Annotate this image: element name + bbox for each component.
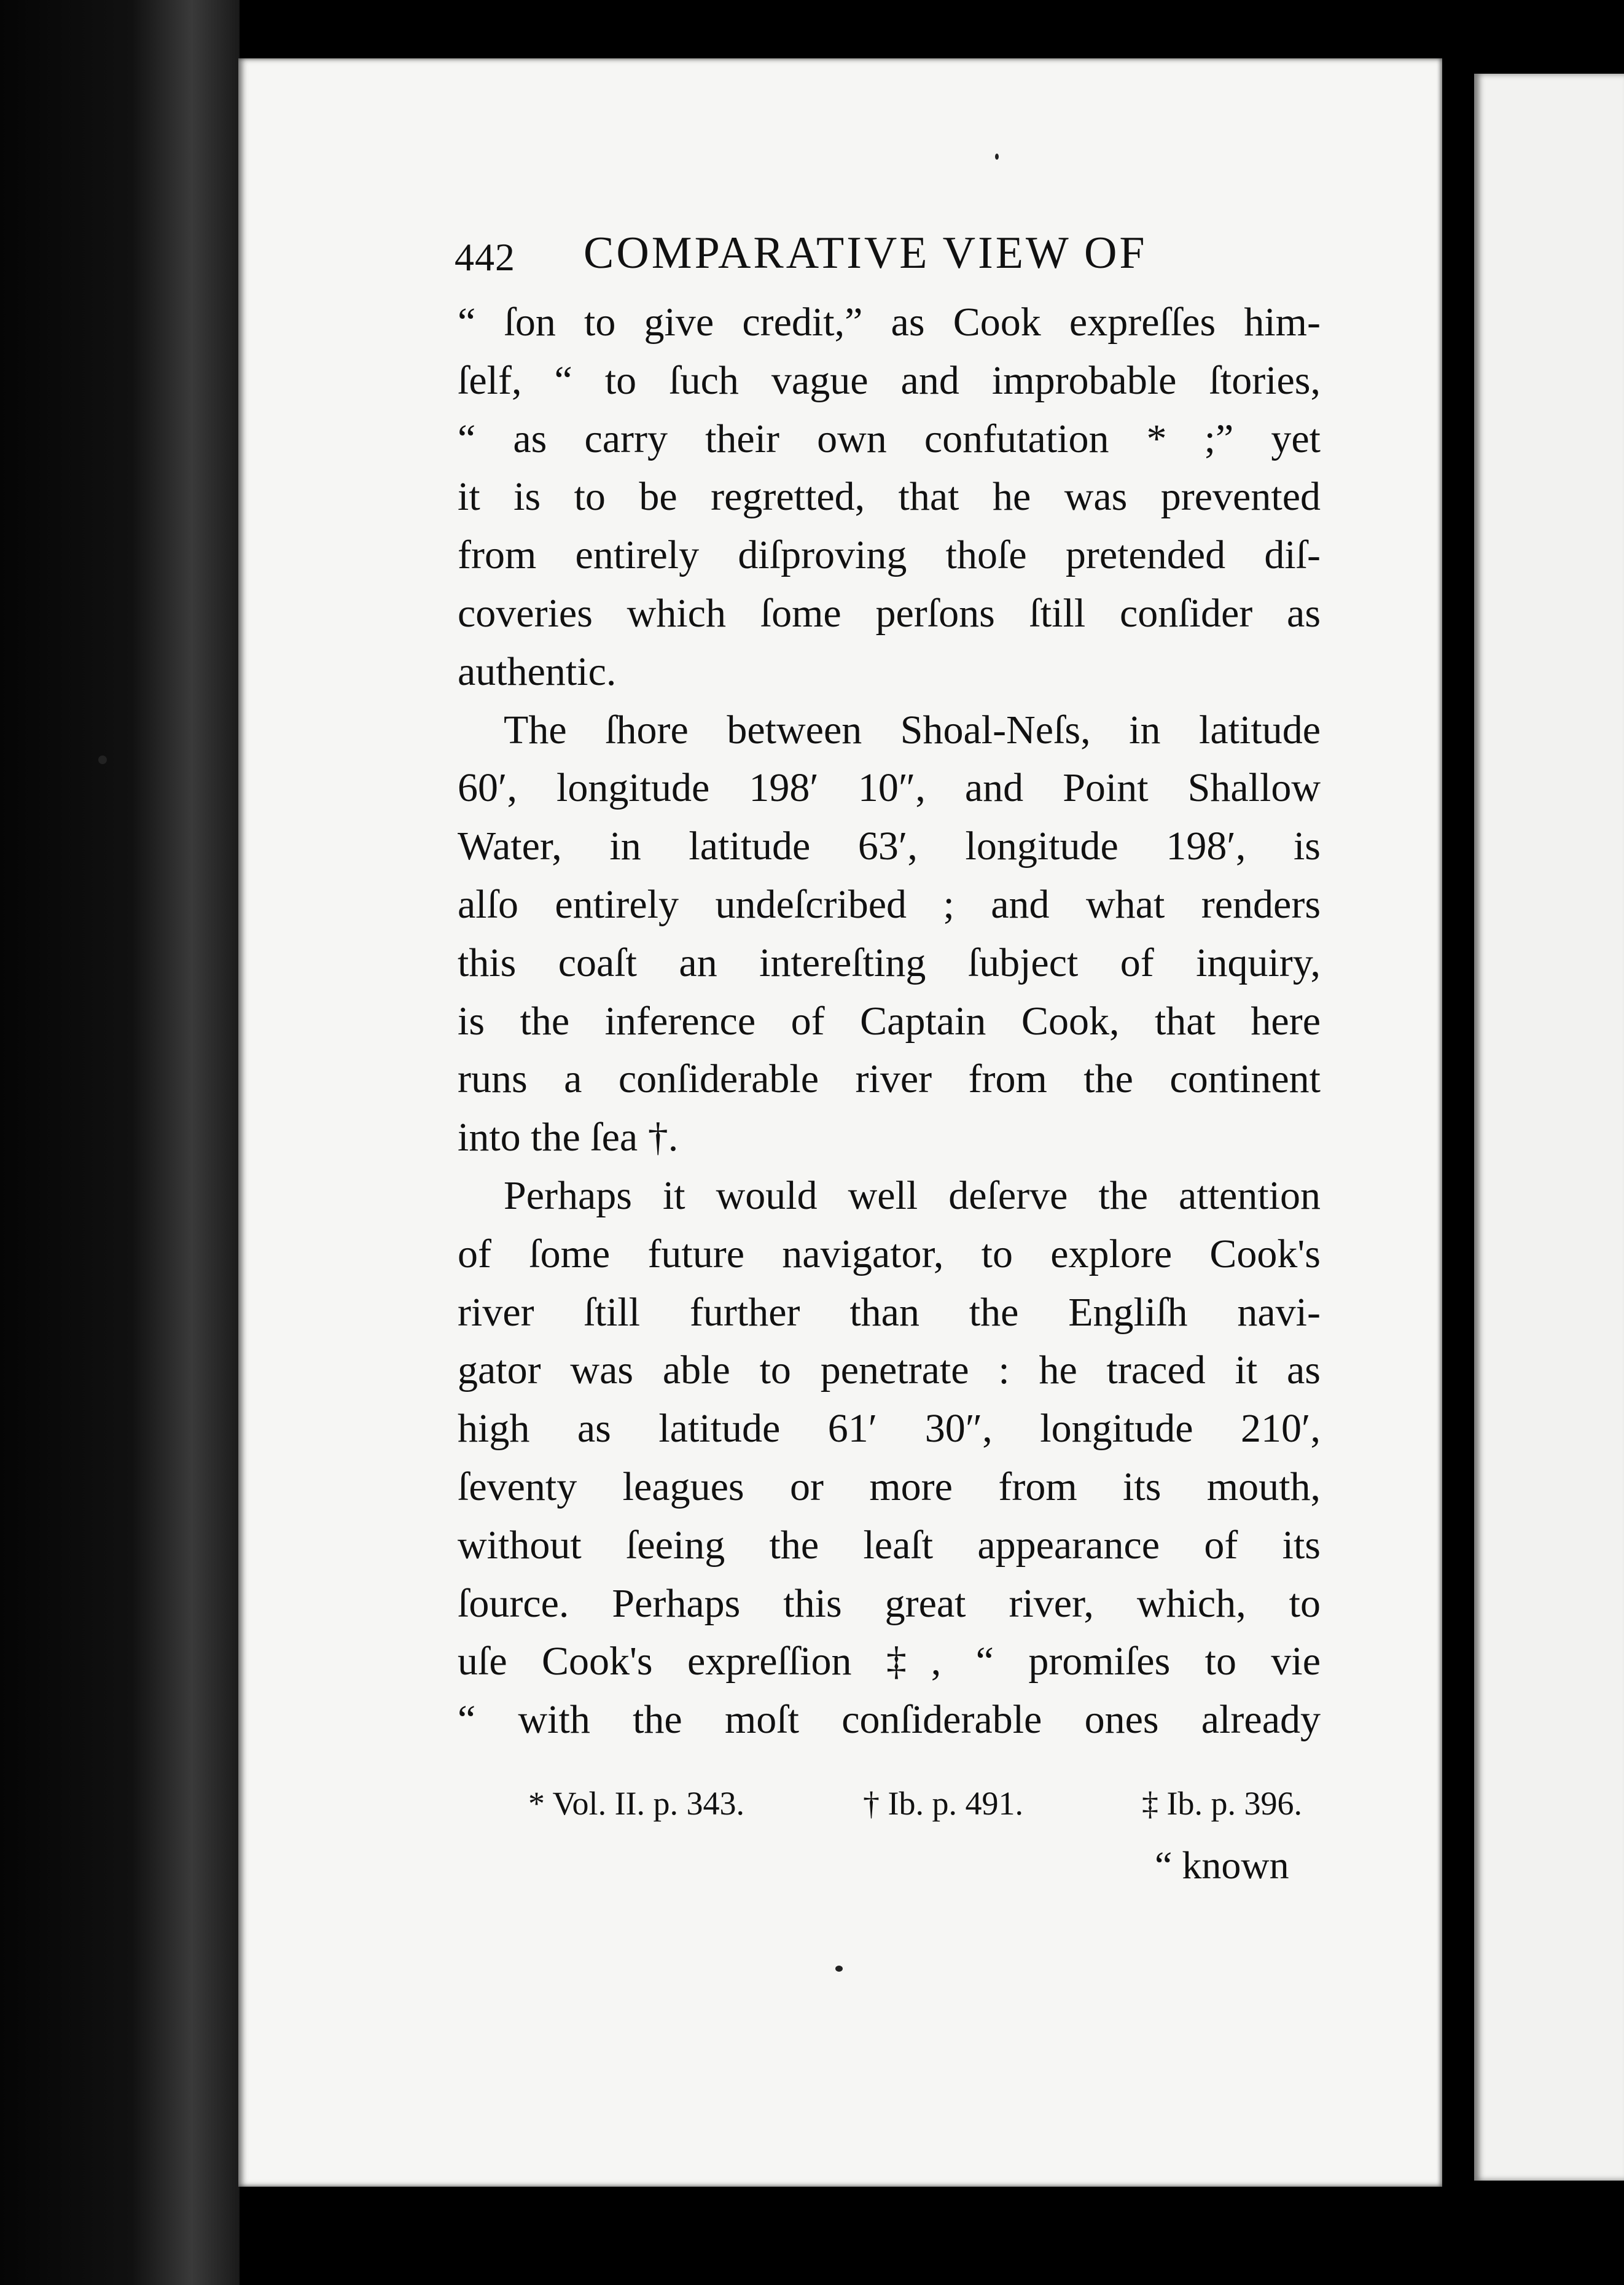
text-line: runs a conſiderable river from the continent [458, 1057, 1321, 1102]
footnotes [528, 1784, 1302, 1822]
text-line: alſo entirely undeſcribed ; and what renders [458, 881, 1321, 927]
text-line: “ as carry their own confutation * ;” yet [458, 416, 1321, 461]
text-line: “ with the moſt conſiderable ones already [458, 1697, 1321, 1743]
text-line: gator was able to penetrate : he traced it as [458, 1348, 1321, 1393]
running-title: COMPARATIVE VIEW OF [584, 228, 1147, 278]
text-line: ſelf, “ to ſuch vague and improbable ſtories, [458, 357, 1321, 403]
text-line: “ ſon to give credit,” as Cook expreſſes him- [458, 300, 1321, 345]
text-line: Perhaps it would well deſerve the attention [504, 1173, 1321, 1218]
text-line: river ſtill further than the Engliſh navi- [458, 1289, 1321, 1335]
text-line: without ſeeing the leaſt appearance of its [458, 1522, 1321, 1568]
footnote: † Ib. p. 491. [863, 1785, 1024, 1822]
text-line: of ſome future navigator, to explore Cook's [458, 1231, 1321, 1276]
footnote: * Vol. II. p. 343. [528, 1785, 745, 1822]
text-line: into the ſea †. [458, 1115, 679, 1160]
page-header [455, 227, 1327, 289]
text-line: The ſhore between Shoal-Neſs, in latitude [504, 707, 1321, 752]
scan-speck [835, 1966, 843, 1972]
facing-page-edge [1474, 74, 1624, 2181]
text-line: high as latitude 61′ 30″, longitude 210′, [458, 1406, 1321, 1451]
text-line: 60′, longitude 198′ 10″, and Point Shallow [458, 765, 1321, 811]
catchword: “ known [1155, 1843, 1289, 1887]
text-line: Water, in latitude 63′, longitude 198′, is [458, 824, 1321, 869]
footnote: ‡ Ib. p. 396. [1142, 1785, 1302, 1822]
text-line: from entirely diſproving thoſe pretended diſ- [458, 533, 1321, 578]
scan-speck [98, 756, 107, 764]
text-line: is the inference of Captain Cook, that here [458, 998, 1321, 1044]
scan-background-left [0, 0, 240, 2285]
text-line: this coaſt an intereſting ſubject of inquiry, [458, 940, 1321, 985]
body-text [458, 294, 1321, 1749]
text-line: ſource. Perhaps this great river, which, to [458, 1580, 1321, 1626]
text-line: ſeventy leagues or more from its mouth, [458, 1464, 1321, 1509]
text-line: coveries which ſome perſons ſtill conſider as [458, 590, 1321, 636]
text-line: uſe Cook's expreſſion ‡, “ promiſes to vie [458, 1639, 1321, 1684]
text-line: authentic. [458, 649, 617, 694]
page-number: 442 [455, 235, 515, 279]
text-line: it is to be regretted, that he was prevented [458, 474, 1321, 520]
scan-speck [995, 154, 999, 160]
